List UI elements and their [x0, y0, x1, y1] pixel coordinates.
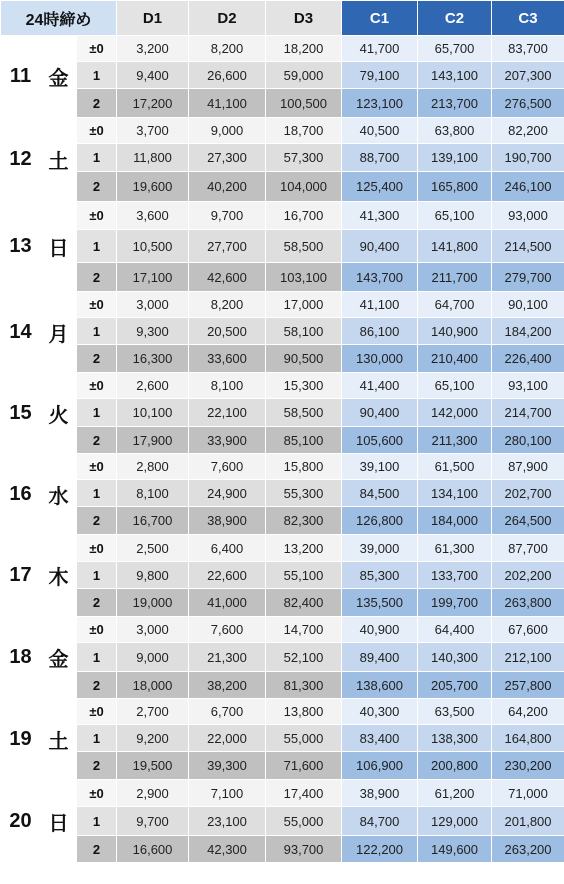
price-cell: 93,000 — [492, 202, 564, 230]
price-cell: 211,700 — [418, 263, 492, 292]
table-row — [1, 562, 564, 589]
price-cell: 123,100 — [342, 89, 418, 118]
column-header: D3 — [266, 1, 342, 36]
price-cell: 61,500 — [418, 454, 492, 480]
price-cell: 65,700 — [418, 36, 492, 62]
price-cell: 6,700 — [189, 699, 266, 725]
table-row — [1, 318, 564, 345]
table-row — [1, 89, 564, 118]
price-cell: 133,700 — [418, 562, 492, 589]
price-cell: 58,500 — [266, 399, 342, 427]
price-cell: 2,700 — [117, 699, 189, 725]
price-cell: 41,400 — [342, 373, 418, 399]
level-label: 2 — [77, 263, 117, 292]
price-cell: 9,000 — [117, 643, 189, 672]
price-cell: 63,500 — [418, 699, 492, 725]
price-cell: 202,700 — [492, 480, 564, 507]
price-cell: 3,200 — [117, 36, 189, 62]
price-cell: 33,900 — [189, 427, 266, 454]
price-cell: 125,400 — [342, 172, 418, 202]
price-cell: 17,400 — [266, 780, 342, 807]
level-label: 2 — [77, 672, 117, 699]
price-cell: 9,300 — [117, 318, 189, 345]
weekday: 日 — [41, 202, 77, 292]
table-row — [1, 480, 564, 507]
table-row — [1, 230, 564, 263]
price-cell: 9,700 — [117, 807, 189, 836]
price-cell: 39,100 — [342, 454, 418, 480]
table-row — [1, 752, 564, 780]
price-cell: 90,500 — [266, 345, 342, 373]
level-label: ±0 — [77, 699, 117, 725]
price-cell: 83,700 — [492, 36, 564, 62]
price-cell: 67,600 — [492, 617, 564, 643]
table-row — [1, 699, 564, 725]
price-cell: 2,800 — [117, 454, 189, 480]
price-cell: 263,200 — [492, 836, 564, 863]
table-row — [1, 780, 564, 807]
price-cell: 10,500 — [117, 230, 189, 263]
table-row — [1, 399, 564, 427]
price-cell: 89,400 — [342, 643, 418, 672]
price-cell: 23,100 — [189, 807, 266, 836]
price-cell: 14,700 — [266, 617, 342, 643]
price-cell: 61,300 — [418, 535, 492, 562]
price-cell: 22,600 — [189, 562, 266, 589]
price-cell: 33,600 — [189, 345, 266, 373]
price-cell: 104,000 — [266, 172, 342, 202]
price-cell: 130,000 — [342, 345, 418, 373]
price-cell: 199,700 — [418, 589, 492, 617]
price-cell: 41,300 — [342, 202, 418, 230]
price-cell: 18,200 — [266, 36, 342, 62]
column-header: D1 — [117, 1, 189, 36]
price-cell: 213,700 — [418, 89, 492, 118]
price-cell: 19,000 — [117, 589, 189, 617]
price-cell: 257,800 — [492, 672, 564, 699]
price-cell: 64,400 — [418, 617, 492, 643]
level-label: 2 — [77, 836, 117, 863]
weekday: 木 — [41, 535, 77, 617]
price-cell: 79,100 — [342, 62, 418, 89]
price-cell: 88,700 — [342, 144, 418, 172]
price-cell: 93,700 — [266, 836, 342, 863]
level-label: 1 — [77, 399, 117, 427]
price-cell: 17,200 — [117, 89, 189, 118]
table-row — [1, 62, 564, 89]
price-cell: 122,200 — [342, 836, 418, 863]
price-cell: 40,200 — [189, 172, 266, 202]
price-cell: 8,100 — [189, 373, 266, 399]
level-label: 1 — [77, 725, 117, 752]
price-cell: 55,000 — [266, 807, 342, 836]
price-cell: 18,700 — [266, 118, 342, 144]
level-label: 1 — [77, 62, 117, 89]
price-cell: 61,200 — [418, 780, 492, 807]
price-cell: 246,100 — [492, 172, 564, 202]
price-cell: 126,800 — [342, 507, 418, 535]
price-cell: 71,000 — [492, 780, 564, 807]
price-cell: 85,300 — [342, 562, 418, 589]
table-row — [1, 672, 564, 699]
price-cell: 16,300 — [117, 345, 189, 373]
price-cell: 17,000 — [266, 292, 342, 318]
table-row — [1, 643, 564, 672]
price-cell: 3,600 — [117, 202, 189, 230]
price-cell: 58,100 — [266, 318, 342, 345]
price-cell: 55,300 — [266, 480, 342, 507]
table-row — [1, 454, 564, 480]
day-number: 13 — [1, 202, 41, 292]
price-cell: 64,700 — [418, 292, 492, 318]
price-cell: 63,800 — [418, 118, 492, 144]
price-cell: 15,800 — [266, 454, 342, 480]
weekday: 金 — [41, 617, 77, 699]
price-cell: 142,000 — [418, 399, 492, 427]
price-cell: 22,000 — [189, 725, 266, 752]
price-cell: 184,200 — [492, 318, 564, 345]
price-cell: 9,800 — [117, 562, 189, 589]
price-cell: 9,400 — [117, 62, 189, 89]
table-title: 24時締め — [1, 1, 117, 36]
price-cell: 7,600 — [189, 617, 266, 643]
price-cell: 138,600 — [342, 672, 418, 699]
level-label: 1 — [77, 562, 117, 589]
price-cell: 87,700 — [492, 535, 564, 562]
price-cell: 8,100 — [117, 480, 189, 507]
table-row — [1, 118, 564, 144]
price-cell: 3,700 — [117, 118, 189, 144]
day-number: 20 — [1, 780, 41, 863]
level-label: ±0 — [77, 292, 117, 318]
level-label: ±0 — [77, 373, 117, 399]
table-row — [1, 535, 564, 562]
price-cell: 201,800 — [492, 807, 564, 836]
price-cell: 214,500 — [492, 230, 564, 263]
level-label: 1 — [77, 230, 117, 263]
price-cell: 57,300 — [266, 144, 342, 172]
table-row — [1, 172, 564, 202]
price-cell: 41,000 — [189, 589, 266, 617]
price-cell: 149,600 — [418, 836, 492, 863]
price-cell: 280,100 — [492, 427, 564, 454]
level-label: ±0 — [77, 535, 117, 562]
price-cell: 2,900 — [117, 780, 189, 807]
weekday: 土 — [41, 118, 77, 202]
day-number: 19 — [1, 699, 41, 780]
table-row — [1, 292, 564, 318]
price-cell: 10,100 — [117, 399, 189, 427]
price-cell: 59,000 — [266, 62, 342, 89]
column-header: C1 — [342, 1, 418, 36]
price-cell: 7,100 — [189, 780, 266, 807]
price-cell: 87,900 — [492, 454, 564, 480]
weekday: 月 — [41, 292, 77, 373]
price-cell: 13,200 — [266, 535, 342, 562]
price-cell: 212,100 — [492, 643, 564, 672]
price-cell: 279,700 — [492, 263, 564, 292]
table-row — [1, 263, 564, 292]
price-cell: 90,400 — [342, 230, 418, 263]
price-cell: 140,900 — [418, 318, 492, 345]
price-cell: 84,500 — [342, 480, 418, 507]
price-cell: 210,400 — [418, 345, 492, 373]
price-cell: 93,100 — [492, 373, 564, 399]
price-cell: 40,900 — [342, 617, 418, 643]
level-label: ±0 — [77, 36, 117, 62]
table-row — [1, 589, 564, 617]
price-cell: 2,500 — [117, 535, 189, 562]
price-cell: 106,900 — [342, 752, 418, 780]
price-cell: 81,300 — [266, 672, 342, 699]
table-row — [1, 36, 564, 62]
price-cell: 41,100 — [342, 292, 418, 318]
price-cell: 8,200 — [189, 36, 266, 62]
price-cell: 64,200 — [492, 699, 564, 725]
level-label: 2 — [77, 427, 117, 454]
table-row — [1, 836, 564, 863]
price-cell: 40,500 — [342, 118, 418, 144]
level-label: 2 — [77, 345, 117, 373]
price-cell: 165,800 — [418, 172, 492, 202]
level-label: 1 — [77, 643, 117, 672]
price-cell: 200,800 — [418, 752, 492, 780]
price-cell: 9,200 — [117, 725, 189, 752]
day-number: 14 — [1, 292, 41, 373]
column-header: D2 — [189, 1, 266, 36]
price-cell: 16,600 — [117, 836, 189, 863]
price-cell: 264,500 — [492, 507, 564, 535]
price-cell: 90,100 — [492, 292, 564, 318]
price-cell: 100,500 — [266, 89, 342, 118]
price-cell: 20,500 — [189, 318, 266, 345]
price-cell: 41,100 — [189, 89, 266, 118]
price-cell: 184,000 — [418, 507, 492, 535]
level-label: 2 — [77, 507, 117, 535]
level-label: 1 — [77, 318, 117, 345]
price-cell: 2,600 — [117, 373, 189, 399]
price-cell: 207,300 — [492, 62, 564, 89]
level-label: ±0 — [77, 780, 117, 807]
price-cell: 103,100 — [266, 263, 342, 292]
price-cell: 3,000 — [117, 617, 189, 643]
price-cell: 11,800 — [117, 144, 189, 172]
price-cell: 82,200 — [492, 118, 564, 144]
price-cell: 90,400 — [342, 399, 418, 427]
price-cell: 38,900 — [342, 780, 418, 807]
table-row — [1, 507, 564, 535]
price-cell: 17,100 — [117, 263, 189, 292]
price-cell: 141,800 — [418, 230, 492, 263]
price-cell: 84,700 — [342, 807, 418, 836]
price-cell: 202,200 — [492, 562, 564, 589]
price-cell: 8,200 — [189, 292, 266, 318]
price-cell: 38,200 — [189, 672, 266, 699]
weekday: 金 — [41, 36, 77, 118]
level-label: 2 — [77, 589, 117, 617]
level-label: 2 — [77, 172, 117, 202]
price-cell: 164,800 — [492, 725, 564, 752]
price-cell: 129,000 — [418, 807, 492, 836]
price-cell: 83,400 — [342, 725, 418, 752]
price-cell: 7,600 — [189, 454, 266, 480]
price-cell: 42,600 — [189, 263, 266, 292]
price-cell: 26,600 — [189, 62, 266, 89]
level-label: 2 — [77, 89, 117, 118]
weekday: 水 — [41, 454, 77, 535]
table-body — [1, 36, 564, 863]
price-cell: 65,100 — [418, 202, 492, 230]
table-row — [1, 373, 564, 399]
price-cell: 230,200 — [492, 752, 564, 780]
table-row — [1, 617, 564, 643]
day-number: 15 — [1, 373, 41, 454]
day-number: 17 — [1, 535, 41, 617]
column-header: C2 — [418, 1, 492, 36]
price-cell: 52,100 — [266, 643, 342, 672]
price-cell: 71,600 — [266, 752, 342, 780]
price-cell: 18,000 — [117, 672, 189, 699]
price-cell: 6,400 — [189, 535, 266, 562]
price-cell: 214,700 — [492, 399, 564, 427]
price-cell: 226,400 — [492, 345, 564, 373]
price-cell: 143,700 — [342, 263, 418, 292]
level-label: 2 — [77, 752, 117, 780]
price-cell: 58,500 — [266, 230, 342, 263]
price-cell: 82,400 — [266, 589, 342, 617]
level-label: ±0 — [77, 202, 117, 230]
price-cell: 143,100 — [418, 62, 492, 89]
day-number: 12 — [1, 118, 41, 202]
price-cell: 140,300 — [418, 643, 492, 672]
price-cell: 38,900 — [189, 507, 266, 535]
table-row — [1, 427, 564, 454]
level-label: ±0 — [77, 617, 117, 643]
price-cell: 82,300 — [266, 507, 342, 535]
table-row — [1, 144, 564, 172]
price-cell: 190,700 — [492, 144, 564, 172]
weekday: 日 — [41, 780, 77, 863]
price-cell: 135,500 — [342, 589, 418, 617]
price-cell: 21,300 — [189, 643, 266, 672]
price-cell: 276,500 — [492, 89, 564, 118]
day-number: 16 — [1, 454, 41, 535]
price-cell: 9,000 — [189, 118, 266, 144]
price-cell: 19,500 — [117, 752, 189, 780]
price-cell: 24,900 — [189, 480, 266, 507]
table-row — [1, 807, 564, 836]
weekday: 土 — [41, 699, 77, 780]
table-row — [1, 202, 564, 230]
price-cell: 134,100 — [418, 480, 492, 507]
price-cell: 211,300 — [418, 427, 492, 454]
price-cell: 15,300 — [266, 373, 342, 399]
column-header: C3 — [492, 1, 564, 36]
price-cell: 42,300 — [189, 836, 266, 863]
price-cell: 55,100 — [266, 562, 342, 589]
level-label: 1 — [77, 144, 117, 172]
level-label: 1 — [77, 480, 117, 507]
level-label: 1 — [77, 807, 117, 836]
price-cell: 19,600 — [117, 172, 189, 202]
price-cell: 27,700 — [189, 230, 266, 263]
price-cell: 55,000 — [266, 725, 342, 752]
price-cell: 65,100 — [418, 373, 492, 399]
price-cell: 139,100 — [418, 144, 492, 172]
price-cell: 13,800 — [266, 699, 342, 725]
table-row — [1, 345, 564, 373]
price-cell: 22,100 — [189, 399, 266, 427]
price-cell: 27,300 — [189, 144, 266, 172]
price-cell: 40,300 — [342, 699, 418, 725]
price-cell: 3,000 — [117, 292, 189, 318]
price-cell: 105,600 — [342, 427, 418, 454]
weekday: 火 — [41, 373, 77, 454]
price-cell: 41,700 — [342, 36, 418, 62]
day-number: 18 — [1, 617, 41, 699]
table-row — [1, 725, 564, 752]
price-cell: 263,800 — [492, 589, 564, 617]
level-label: ±0 — [77, 118, 117, 144]
level-label: ±0 — [77, 454, 117, 480]
price-cell: 39,300 — [189, 752, 266, 780]
price-cell: 39,000 — [342, 535, 418, 562]
price-cell: 16,700 — [117, 507, 189, 535]
price-cell: 85,100 — [266, 427, 342, 454]
price-cell: 17,900 — [117, 427, 189, 454]
day-number: 11 — [1, 36, 41, 118]
price-cell: 9,700 — [189, 202, 266, 230]
price-cell: 138,300 — [418, 725, 492, 752]
header-row — [1, 1, 564, 36]
price-cell: 86,100 — [342, 318, 418, 345]
price-cell: 205,700 — [418, 672, 492, 699]
price-cell: 16,700 — [266, 202, 342, 230]
